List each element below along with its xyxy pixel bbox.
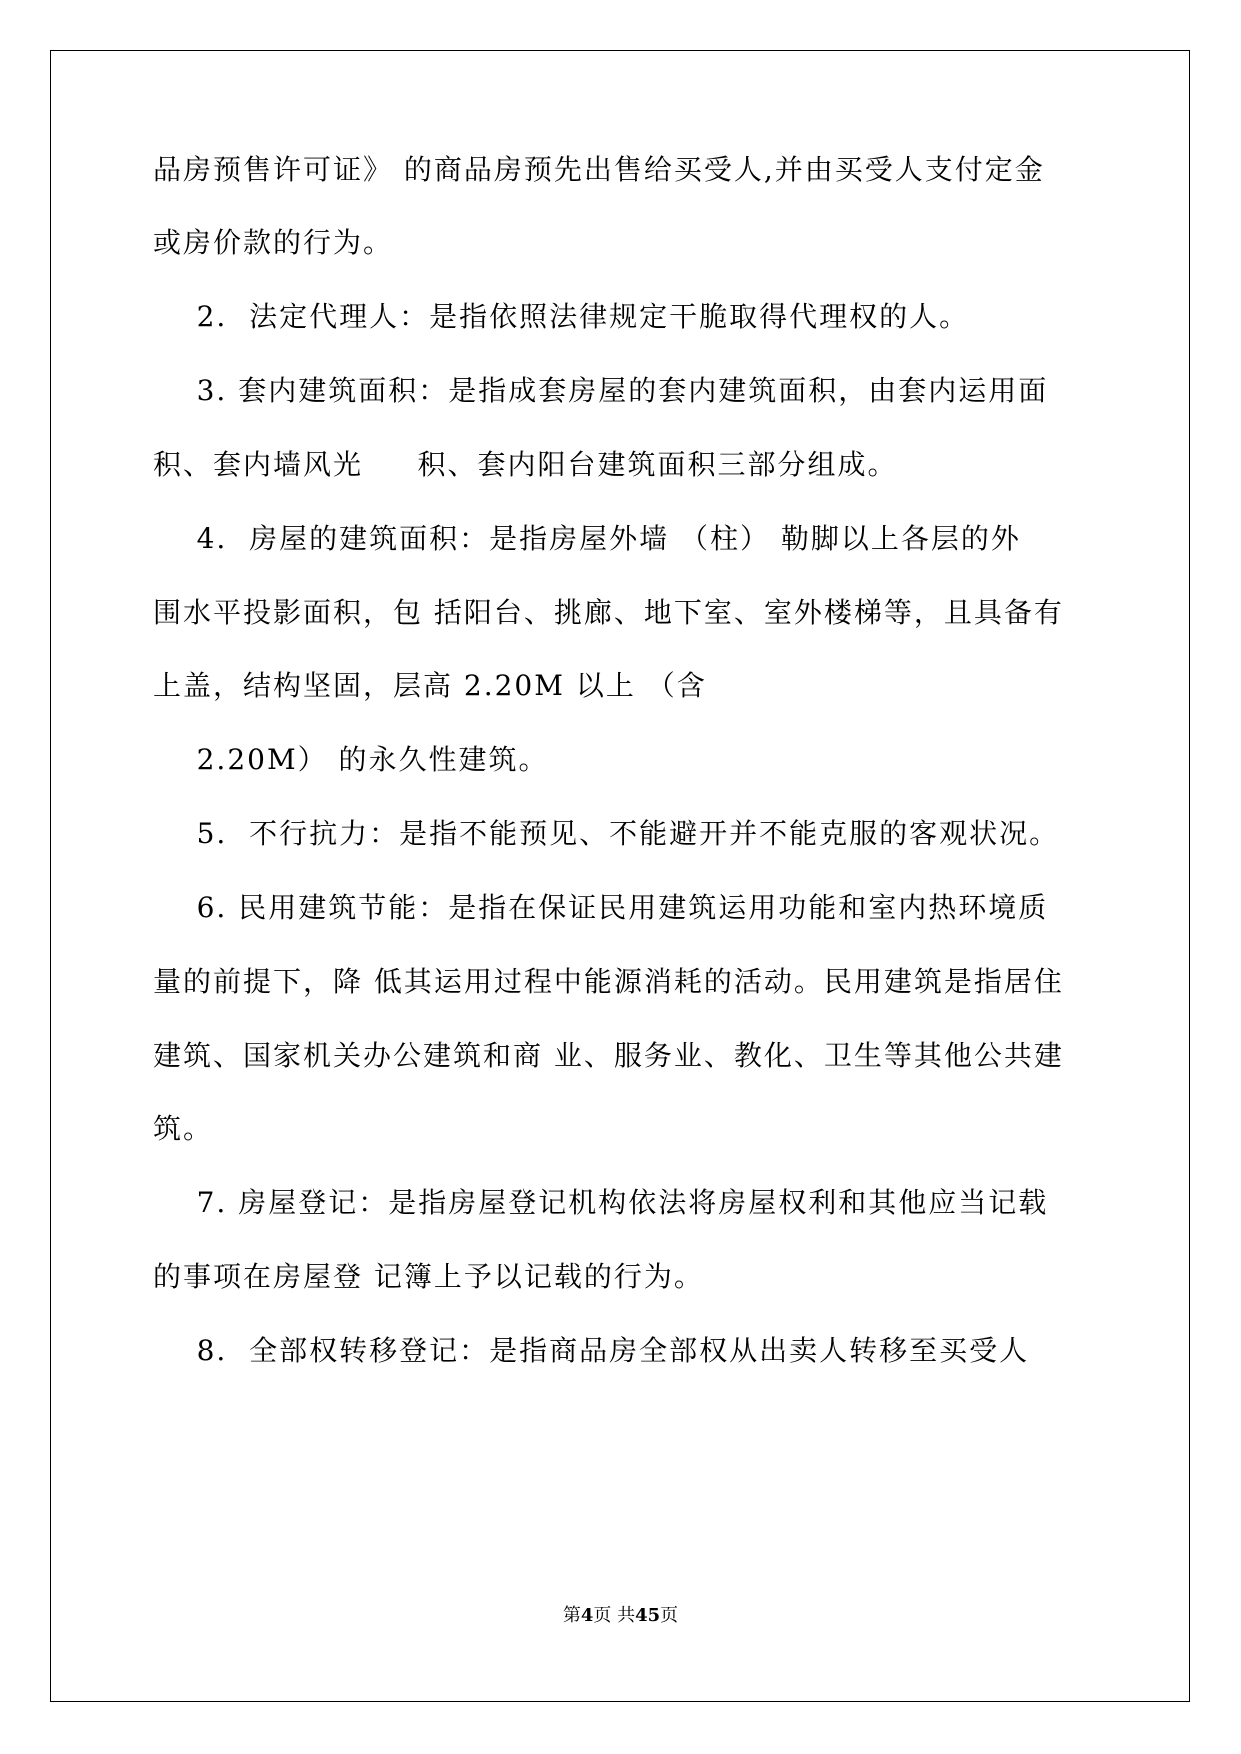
footer-suffix: 页 <box>660 1605 679 1626</box>
text-line: 或房价款的行为。 <box>153 226 394 259</box>
text-line: 3. 套内建筑面积：是指成套房屋的套内建筑面积，由套内运用面 <box>153 374 1049 407</box>
text-line: 2. 法定代理人：是指依照法律规定干脆取得代理权的人。 <box>153 300 970 333</box>
text-line: 7. 房屋登记：是指房屋登记机构依法将房屋权利和其他应当记载 <box>153 1186 1049 1219</box>
text-line: 品房预售许可证》 的商品房预先出售给买受人,并由买受人支付定金 <box>153 153 1045 186</box>
text-line: 8. 全部权转移登记：是指商品房全部权从出卖人转移至买受人 <box>153 1334 1030 1367</box>
text-line: 的事项在房屋登 记簿上予以记载的行为。 <box>153 1260 704 1293</box>
text-line: 上盖，结构坚固，层高 2.20M 以上 （含 <box>153 669 707 702</box>
page-footer <box>0 1604 1241 1628</box>
text-line: 量的前提下，降 低其运用过程中能源消耗的活动。民用建筑是指居住 <box>153 965 1064 998</box>
text-line: 6. 民用建筑节能：是指在保证民用建筑运用功能和室内热环境质 <box>153 891 1049 924</box>
footer-mid: 页 共 <box>593 1605 636 1626</box>
text-line: 4. 房屋的建筑面积：是指房屋外墙 （柱） 勒脚以上各层的外 <box>153 522 1021 555</box>
footer-prefix: 第 <box>562 1605 581 1626</box>
text-line: 建筑、国家机关办公建筑和商 业、服务业、教化、卫生等其他公共建 <box>153 1039 1064 1072</box>
text-line: 围水平投影面积，包 括阳台、挑廊、地下室、室外楼梯等，且具备有 <box>153 596 1064 629</box>
text-line: 5. 不行抗力：是指不能预见、不能避开并不能克服的客观状况。 <box>153 817 1060 850</box>
text-line: 2.20M） 的永久性建筑。 <box>153 743 549 776</box>
page-total: 45 <box>635 1605 661 1626</box>
page-number: 4 <box>580 1605 594 1626</box>
text-line: 积、套内墙风光 积、套内阳台建筑面积三部分组成。 <box>153 448 898 481</box>
text-line: 筑。 <box>153 1112 214 1145</box>
